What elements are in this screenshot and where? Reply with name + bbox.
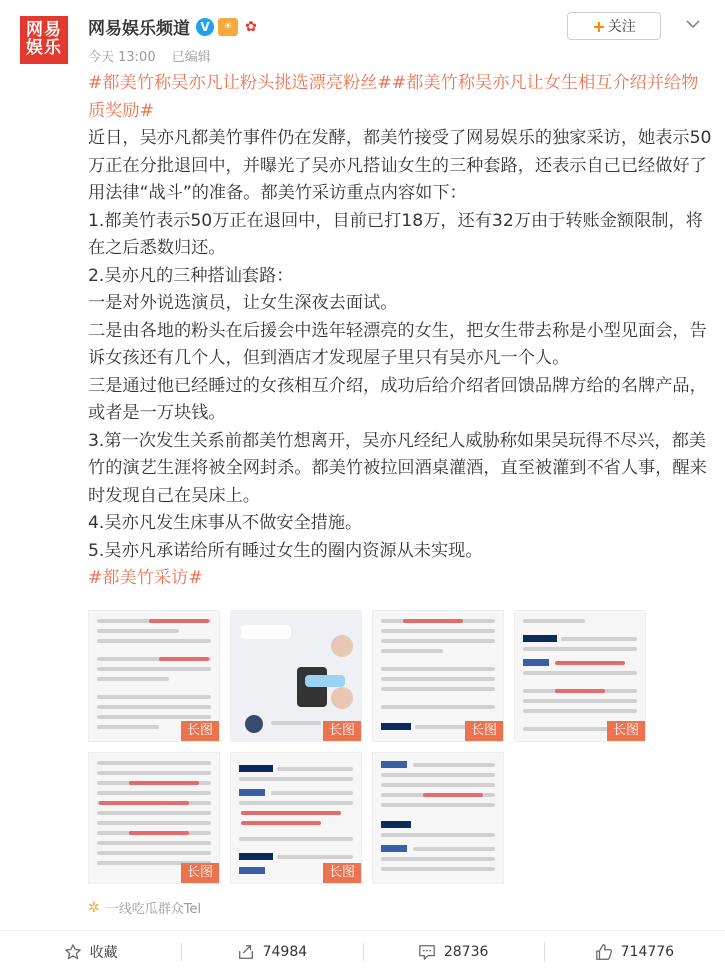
- post-meta: [88, 46, 211, 65]
- follow-button[interactable]: [567, 12, 661, 40]
- like-count: 714776: [620, 943, 675, 960]
- like-button[interactable]: [544, 931, 725, 972]
- thumbnail-image[interactable]: [230, 752, 362, 884]
- long-image-badge: 长图: [323, 863, 361, 883]
- like-icon: [595, 943, 613, 961]
- post-point-4: 4.吴亦凡发生床事从不做安全措施。: [88, 513, 363, 533]
- chevron-down-icon[interactable]: [683, 14, 703, 34]
- post-point-2b: 二是由各地的粉头在后援会中选年轻漂亮的女生，把女生带去称是小型见面会，告诉女孩还有几个人，但到酒店才发现屋子里只有吴亦凡一个人。: [88, 320, 707, 368]
- hashtag-line[interactable]: #都美竹称吴亦凡让粉头挑选漂亮粉丝##都美竹称吴亦凡让女生相互介绍并给物质奖励#: [88, 73, 699, 121]
- long-image-badge: 长图: [323, 721, 361, 741]
- thumbnail-image[interactable]: [88, 752, 220, 884]
- long-image-badge: 长图: [607, 721, 645, 741]
- comment-button[interactable]: [363, 931, 544, 972]
- star-icon: [64, 943, 82, 961]
- source-text: 一线吃瓜群众Tel: [105, 902, 202, 917]
- thumbnail-image[interactable]: [230, 610, 362, 742]
- post-point-3: 3.第一次发生关系前都美竹想离开，吴亦凡经纪人威胁称如果吴玩得不尽兴，都美竹的演艺生涯将被全网封杀。都美竹被拉回酒桌灌酒，直至被灌到不省人事，醒来时发现自己在吴床上。: [88, 430, 707, 506]
- hashtag-end[interactable]: #都美竹采访#: [88, 568, 203, 588]
- post-body: [88, 70, 713, 593]
- post-point-1: 1.都美竹表示50万正在退回中，目前已打18万，还有32万由于转账金额限制，将在之后悉数归还。: [88, 210, 703, 258]
- collect-label: 收藏: [89, 944, 118, 961]
- long-image-badge: 长图: [465, 721, 503, 741]
- thumbnail-image[interactable]: [88, 610, 220, 742]
- thumbnail-image[interactable]: [372, 610, 504, 742]
- post-point-2: 2.吴亦凡的三种搭讪套路：: [88, 265, 294, 286]
- thumbnail-image[interactable]: [514, 610, 646, 742]
- repost-icon: [237, 943, 255, 961]
- avatar-text-top: 网易: [26, 20, 62, 41]
- repost-count: 74984: [262, 943, 308, 960]
- verified-icon: V: [196, 18, 214, 36]
- comment-count: 28736: [443, 943, 489, 960]
- follow-label: 关注: [607, 19, 636, 35]
- post-intro: 近日，吴亦凡都美竹事件仍在发酵，都美竹接受了网易娱乐的独家采访，她表示50万正在分批退回中，并曝光了吴亦凡搭讪女生的三种套路，还表示自己已经做好了用法律“战斗”的准备。都美竹采访重点内容如下：: [88, 128, 712, 203]
- long-image-badge: 长图: [181, 721, 219, 741]
- avatar-text-bottom: 娱乐: [26, 38, 62, 58]
- post-point-5: 5.吴亦凡承诺给所有睡过女生的圈内资源从未实现。: [88, 540, 483, 561]
- thumbnail-image[interactable]: [372, 752, 504, 884]
- edited-label: 已编辑: [171, 50, 211, 65]
- post-point-2c: 三是通过他已经睡过的女孩相互介绍，成功后给介绍者回馈品牌方给的名牌产品，或者是一万块钱。: [88, 375, 707, 423]
- comment-icon: [418, 943, 436, 961]
- source-link[interactable]: [88, 898, 201, 917]
- avatar[interactable]: [20, 16, 68, 64]
- long-image-badge: 长图: [181, 863, 219, 883]
- username[interactable]: 网易娱乐频道: [88, 19, 190, 39]
- post-time[interactable]: 今天 13:00: [88, 50, 156, 65]
- post-point-2a: 一是对外说选演员，让女生深夜去面试。: [88, 293, 398, 313]
- action-bar: [0, 930, 725, 972]
- username-row: [88, 14, 260, 39]
- member-badge-icon: ☀: [218, 18, 238, 36]
- fan-badge-icon: ✿: [245, 18, 257, 35]
- flower-icon: ✲: [88, 899, 100, 916]
- post-header: [0, 0, 725, 70]
- collect-button[interactable]: [0, 931, 181, 972]
- plus-icon: +: [592, 16, 606, 36]
- repost-button[interactable]: [181, 931, 362, 972]
